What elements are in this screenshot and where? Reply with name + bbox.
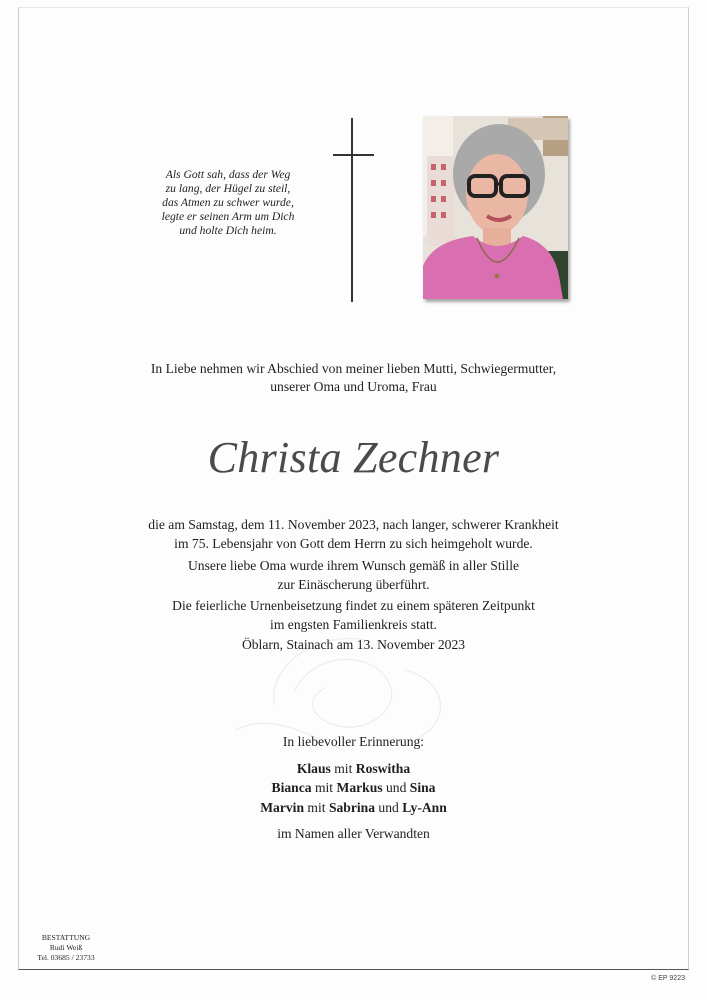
- mourner-name: Ly-Ann: [402, 799, 447, 815]
- mourner-name: Roswitha: [355, 760, 411, 776]
- family-line: [150, 798, 557, 818]
- undertaker-name: Rudi Weiß: [49, 943, 83, 952]
- mourner-name: Marvin: [260, 799, 304, 815]
- memory-closing: im Namen aller Verwandten: [277, 826, 430, 841]
- death-notice-line: die am Samstag, dem 11. November 2023, nach langer, schwerer Krankheit: [148, 517, 559, 532]
- family-list: [150, 759, 557, 818]
- cremation-notice-line: zur Einäscherung überführt.: [277, 576, 430, 592]
- place-date-line: Öblarn, Stainach am 13. November 2023: [241, 637, 466, 652]
- mourner-name: Sabrina: [328, 799, 376, 815]
- verse: [128, 168, 328, 238]
- connector-text: und: [382, 780, 410, 795]
- verse-line: und holte Dich heim.: [179, 224, 277, 237]
- cremation-notice-line: Unsere liebe Oma wurde ihrem Wunsch gemäß in aller Stille: [187, 558, 519, 573]
- urn-burial-notice-line: im engsten Familienkreis statt.: [270, 616, 437, 632]
- intro-line: unserer Oma und Uroma, Frau: [270, 379, 437, 394]
- family-line: [150, 759, 557, 779]
- cross-icon-bar: [333, 154, 374, 156]
- mourners-section: [150, 732, 557, 844]
- verse-line: zu lang, der Hügel zu steil,: [165, 182, 291, 195]
- verse-line: das Atmen zu schwer wurde,: [162, 196, 294, 209]
- undertaker-phone: Tel. 03685 / 23733: [37, 953, 95, 962]
- cross-icon: [351, 118, 353, 302]
- verse-line: Als Gott sah, dass der Weg: [165, 168, 291, 181]
- memory-heading: In liebevoller Erinnerung:: [282, 734, 425, 749]
- urn-burial-notice-line: Die feierliche Urnenbeisetzung findet zu einem späteren Zeitpunkt: [172, 598, 535, 613]
- death-notice-line: im 75. Lebensjahr von Gott dem Herrn zu sich heimgeholt wurde.: [174, 535, 533, 551]
- mourner-name: Sina: [409, 780, 436, 795]
- verse-line: legte er seinen Arm um Dich: [161, 210, 295, 223]
- place-date: [90, 636, 617, 655]
- intro-line: In Liebe nehmen wir Abschied von meiner lieben Mutti, Schwiegermutter,: [150, 361, 557, 376]
- mourner-name: Markus: [336, 780, 383, 795]
- print-code: © EP 9223: [651, 975, 685, 982]
- death-notice: [90, 516, 617, 553]
- intro-text: [100, 360, 607, 396]
- family-line: [150, 778, 557, 798]
- undertaker-stamp: [30, 933, 102, 963]
- urn-burial-notice: [90, 597, 617, 634]
- undertaker-label: BESTATTUNG: [41, 933, 91, 942]
- mourner-name: Bianca: [271, 780, 312, 795]
- connector-text: mit: [311, 780, 337, 795]
- deceased-name: Christa Zechner: [207, 433, 500, 482]
- mourner-name: Klaus: [296, 760, 331, 776]
- portrait-photo: [423, 116, 568, 299]
- connector-text: mit: [304, 799, 329, 815]
- connector-text: und: [375, 799, 403, 815]
- connector-text: mit: [330, 760, 356, 776]
- cremation-notice: [90, 557, 617, 594]
